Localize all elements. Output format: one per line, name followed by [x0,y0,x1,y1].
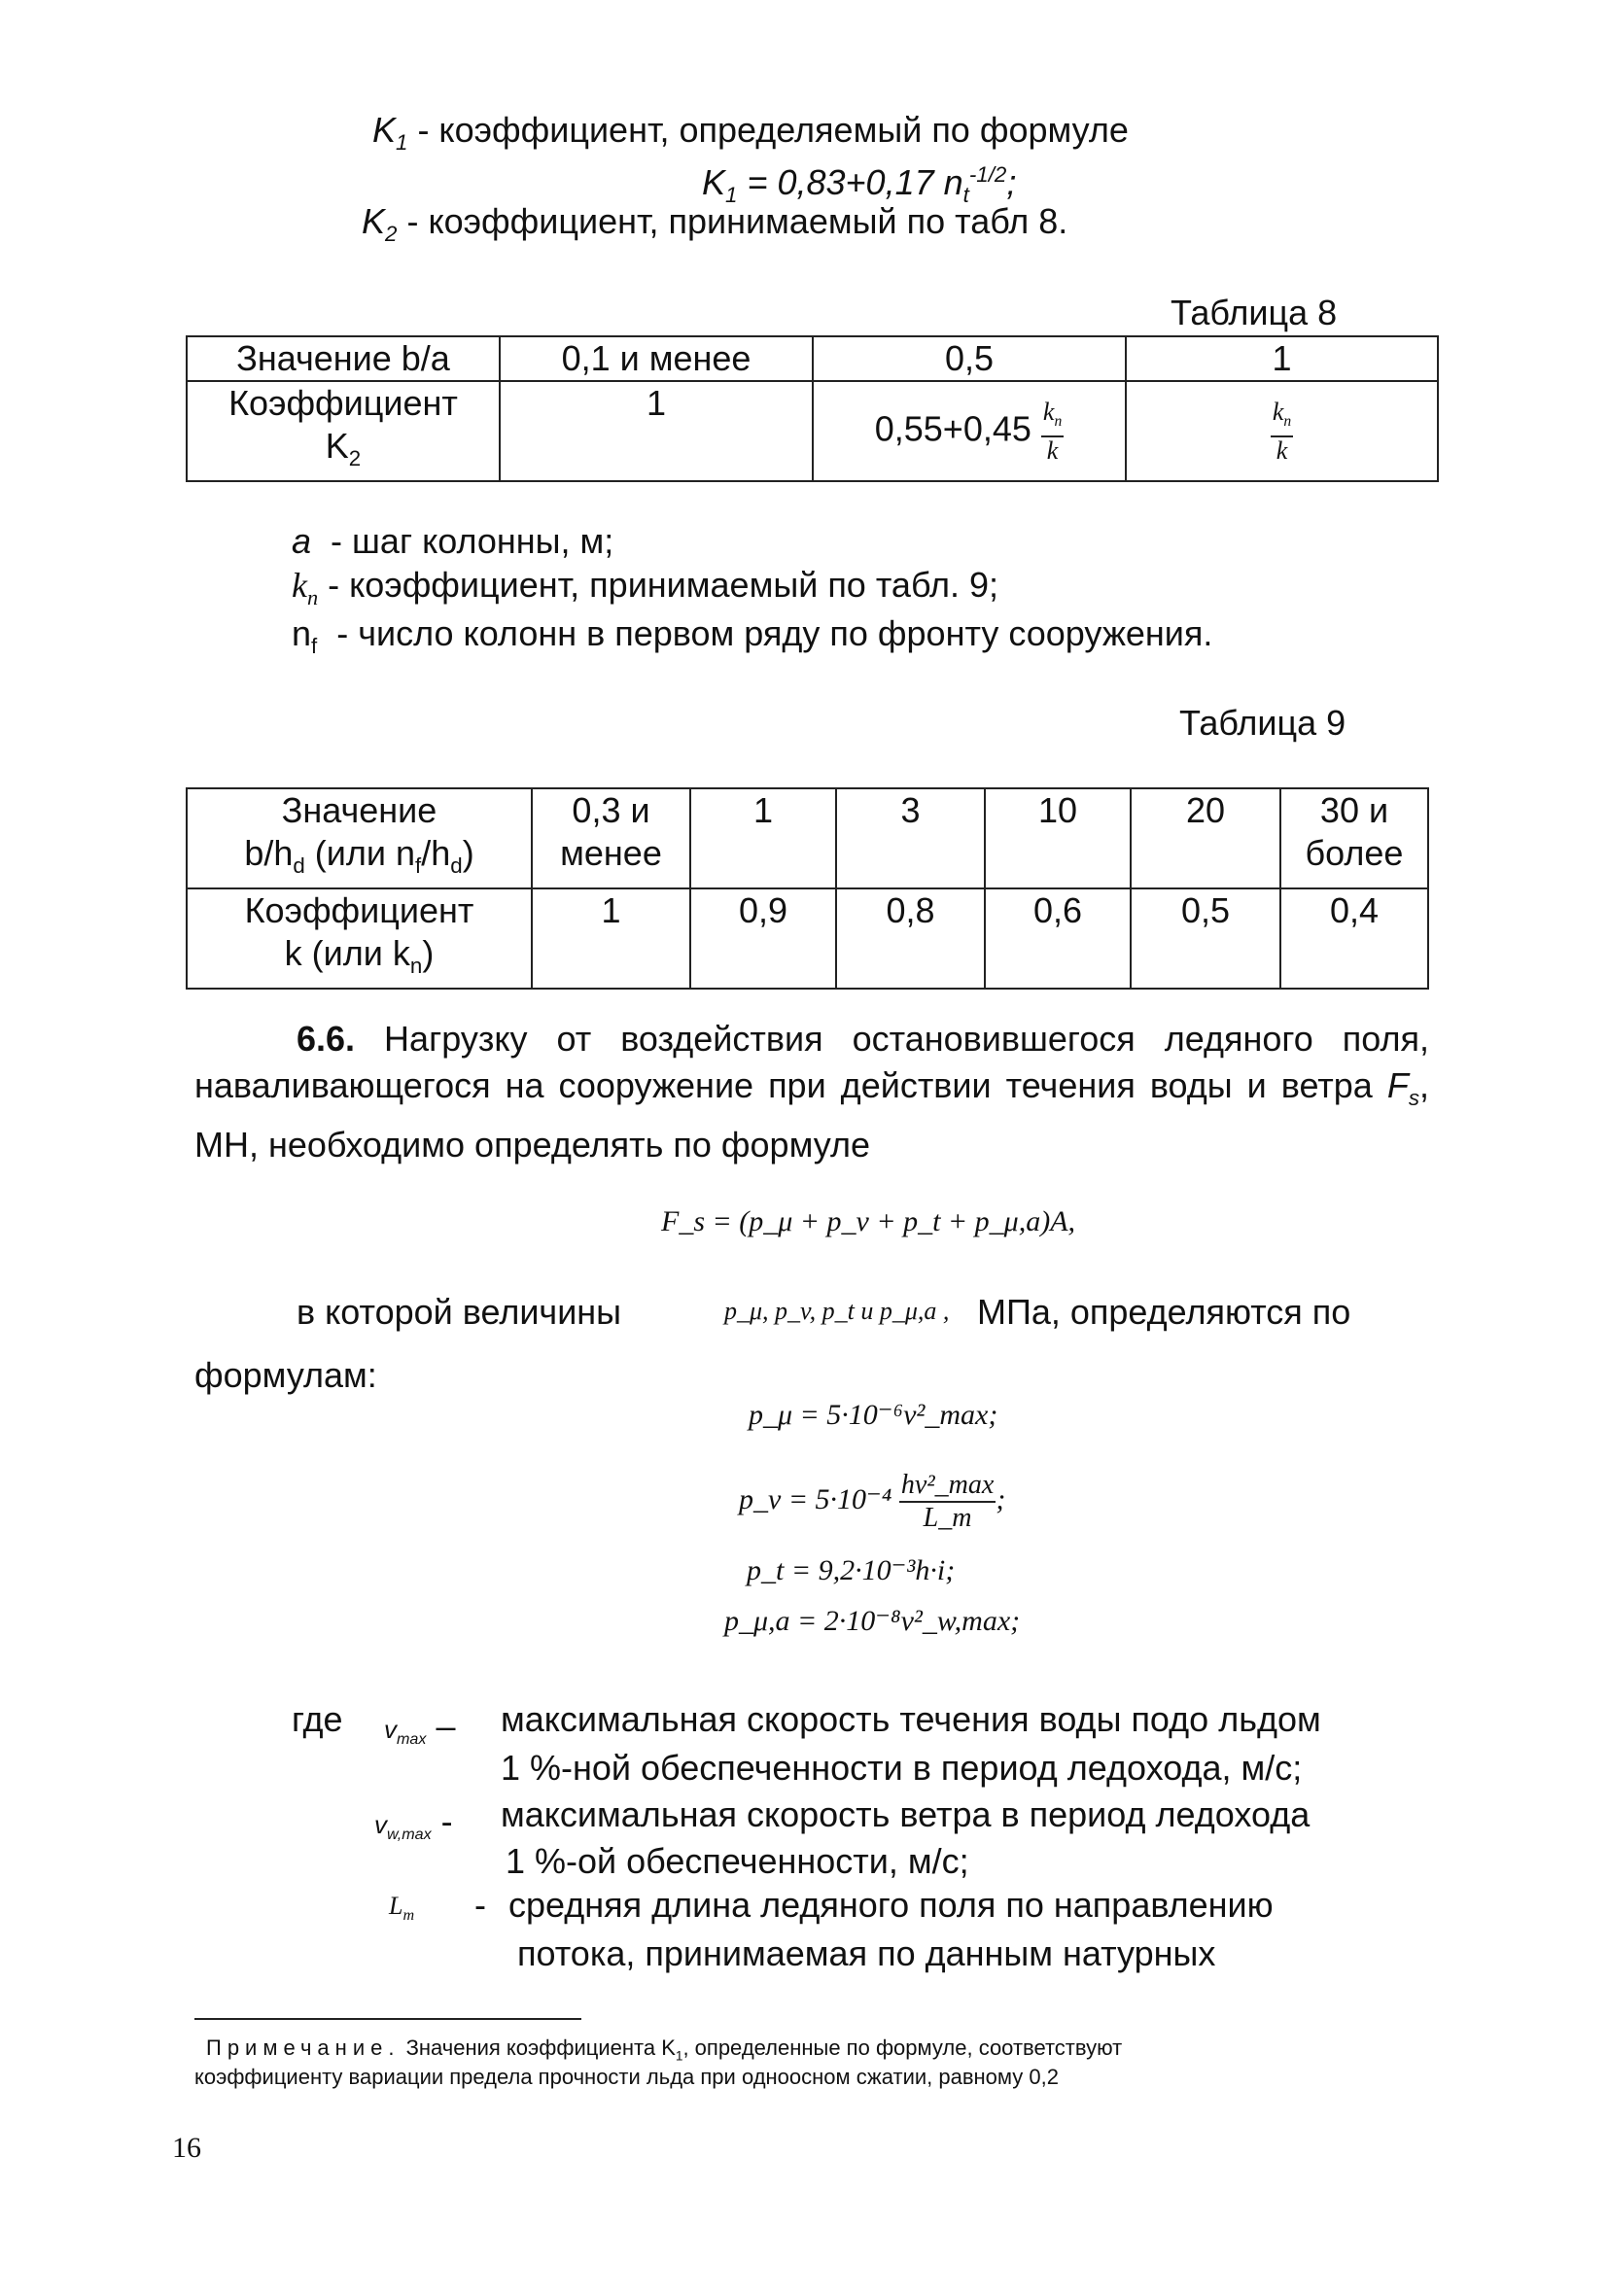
formula-p-v: p_v = 5·10⁻⁴ $\frac{\text{hv²\_max}}{L\_m}$ ; [739,1470,1006,1533]
table9-header-cell: 20 [1131,788,1280,888]
table9-caption: Таблица 9 [1179,703,1346,743]
section-6-6: 6.6. Нагрузку от воздействия остановившегося ледяного поля, наваливающегося на сооружение при действии течения воды и ветра $F_s$, МН, необходимо определять по формуле [194,1019,1429,1165]
where-vmax-line1: максимальная скорость течения воды подо льдом [501,1699,1321,1739]
where-lm-line1: средняя длина ледяного поля по направлению [508,1885,1274,1925]
def-a: a - шаг колонны, м; [292,521,614,561]
table9-header-cell: 1 [690,788,836,888]
where-lm-line2: потока, принимаемая по данным натурных [517,1933,1216,1973]
which-text-b: МПа, определяются по [977,1292,1351,1332]
table9-cell: 0,6 [985,888,1131,989]
table8-caption: Таблица 8 [1171,293,1338,332]
footnote-label: Примечание. [206,2035,401,2060]
kn-over-k-fraction: $\frac{k_n}{k}$ [1042,397,1063,465]
table8-row-label: Коэффициент $K_2$ [187,381,500,481]
kn-over-k-fraction: $\frac{k_n}{k}$ [1272,397,1292,465]
table9-header-cell: 10 [985,788,1131,888]
table9-header-cell: 0,3 и менее [532,788,690,888]
main-formula: F_s = (p_μ + p_v + p_t + p_μ,a)A, [661,1205,1076,1237]
where-lm-dash: - [474,1885,486,1925]
k1-formula: $K_1 = 0,83+0,17$ $n_t^{-1/2}$; [702,162,1017,208]
where-label: где [292,1699,343,1739]
footnote-line1: Примечание. Значения коэффициента $K_1$, определенные по формуле, соответствуют [206,2035,1123,2064]
table9-cell: 0,9 [690,888,836,989]
def-kn: $k_n$ - коэффициент, принимаемый по табл. 9; [292,565,998,610]
k2-symbol: $K_2$ [362,201,398,247]
table9-cell: 1 [532,888,690,989]
table8 [186,335,1439,482]
where-vwmax-line1: максимальная скорость ветра в период ледохода [501,1794,1311,1834]
formula-p-mu-a: p_μ,a = 2·10⁻⁸v²_w,max; [724,1605,1021,1637]
table8-header-row [187,336,1438,381]
where-sym-vmax: $v_{max}$ – [384,1706,456,1749]
page-number: 16 [172,2132,201,2164]
k2-text: - коэффициент, принимаемый по табл 8. [406,201,1068,241]
which-text-c: формулам: [194,1355,377,1395]
table9-row-label: Значение $b/h_d$ (или $n_f/h_d$) [187,788,532,888]
which-text-a: в которой величины [297,1292,622,1332]
which-vars: p_μ, p_v, p_t и p_μ,a , [724,1297,950,1325]
table9-header-cell: 30 и более [1280,788,1428,888]
table8-cell: Значение b/a [187,336,500,381]
footnote-line2: коэффициенту вариации предела прочности льда при одноосном сжатии, равному 0,2 [194,2065,1059,2089]
table9-cell: 0,5 [1131,888,1280,989]
k1-symbol: $K_1$ [372,110,408,156]
table8-cell: 0,5 [813,336,1126,381]
formula-p-mu: p_μ = 5·10⁻⁶v²_max; [749,1399,998,1431]
table9 [186,787,1429,990]
formula-p-v-fraction: $\frac{\text{hv²\_max}}{L\_m}$ [900,1470,995,1533]
table8-value-row [187,381,1438,481]
table9-value-row [187,888,1428,989]
footnote-separator [194,2018,581,2020]
table8-cell: 0,1 и менее [500,336,813,381]
where-vwmax-line2: 1 %-ой обеспеченности, м/с; [506,1841,969,1881]
k2-definition [362,200,1067,256]
table8-cell: 0,55+0,45 $\frac{k_n}{k}$ [813,381,1126,481]
table8-cell: 1 [1126,336,1438,381]
table9-header-cell: 3 [836,788,985,888]
table8-cell: 1 [500,381,813,481]
where-sym-vwmax: $v_{w,max}$ - [374,1801,453,1844]
table9-cell: 0,4 [1280,888,1428,989]
where-sym-lm: $L_m$ [389,1892,415,1925]
table9-header-row [187,788,1428,888]
table8-cell [1126,381,1438,481]
table9-row-label: Коэффициент k (или $k_n$) [187,888,532,989]
section-number: 6.6. [297,1019,356,1059]
where-vmax-line2: 1 %-ной обеспеченности в период ледохода, м/с; [501,1748,1303,1788]
table9-cell: 0,8 [836,888,985,989]
def-nf: $n_f$ - число колонн в первом ряду по фронту сооружения. [292,613,1213,659]
k1-text: - коэффициент, определяемый по формуле [407,110,1129,150]
formula-p-t: p_t = 9,2·10⁻³h·i; [747,1554,956,1586]
